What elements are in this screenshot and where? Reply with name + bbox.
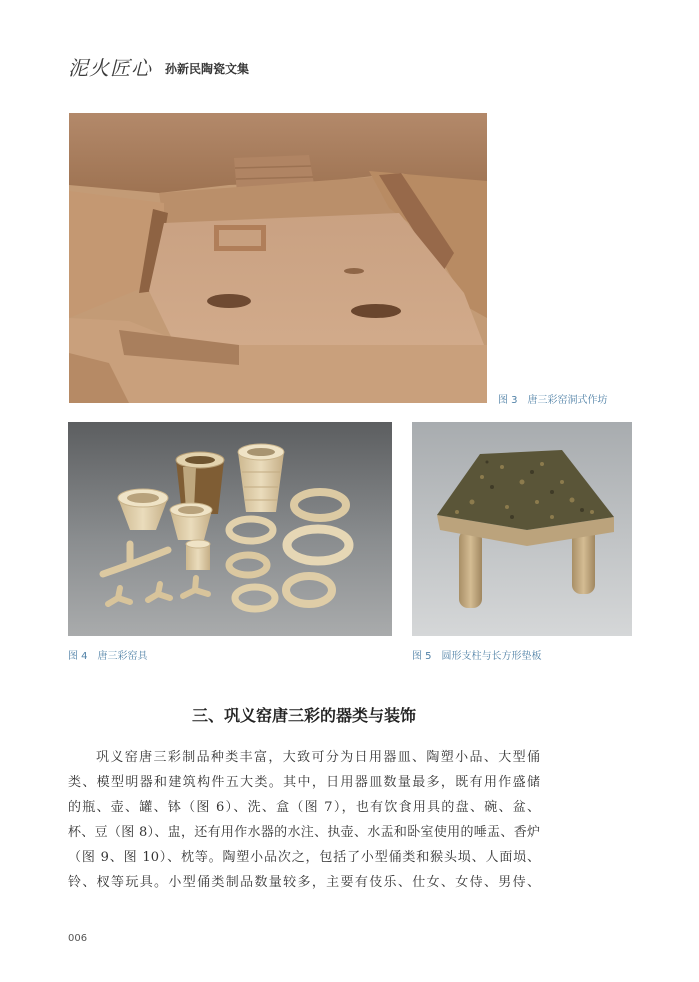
post-hole [351,304,401,318]
paragraph-line: （图 9、图 10）、枕等。陶塑小品次之，包括了小型俑类和猴头埙、人面埙、 [68,850,540,865]
paragraph-line: 巩义窑唐三彩制品种类丰富，大致可分为日用器皿、陶塑小品、大型俑 [96,750,540,765]
figure-3-label: 图 3 [498,395,518,406]
paragraph-line: 类、模型明器和建筑构件五大类。其中，日用器皿数量最多，既有用作盛储 [68,775,540,790]
paragraph-line: 杯、豆（图 8）、盅，还有用作水器的水注、执壶、水盂和卧室使用的唾盂、香炉 [68,825,540,840]
figure-4-label: 图 4 [68,651,88,662]
tall-cylinder-support [238,444,284,512]
section-heading: 三、巩义窑唐三彩的器类与装饰 [191,706,416,725]
figure-5-caption-text: 圆形支柱与长方形垫板 [441,651,542,662]
figure-4-photo [68,422,392,636]
post-hole [207,294,251,308]
page-number: 006 [68,933,88,944]
running-header-book-title: 孙新民陶瓷文集 [165,62,250,76]
figure-5-caption [412,647,542,662]
figure-5-photo [412,422,632,636]
figure-4-caption [68,647,148,662]
figure-4-caption-text: 唐三彩窑具 [97,651,148,662]
figure-5-label: 图 5 [412,651,432,662]
paragraph-line: 铃、杈等玩具。小型俑类制品数量较多，主要有伎乐、仕女、女侍、男侍、 [68,875,540,890]
body-paragraph [68,745,540,895]
figure-3-caption [498,391,608,406]
figure-3-caption-text: 唐三彩窑洞式作坊 [527,395,608,406]
post-hole [344,268,364,274]
figure-3-photo [69,113,487,403]
pillar-leg-left [459,530,482,608]
header-calligraphy-logo: 泥火匠心 [68,56,152,80]
paragraph-line: 的瓶、壶、罐、钵（图 6）、洗、盒（图 7），也有饮食用具的盘、碗、盆、 [68,800,540,815]
short-cylinder-support [186,540,210,570]
